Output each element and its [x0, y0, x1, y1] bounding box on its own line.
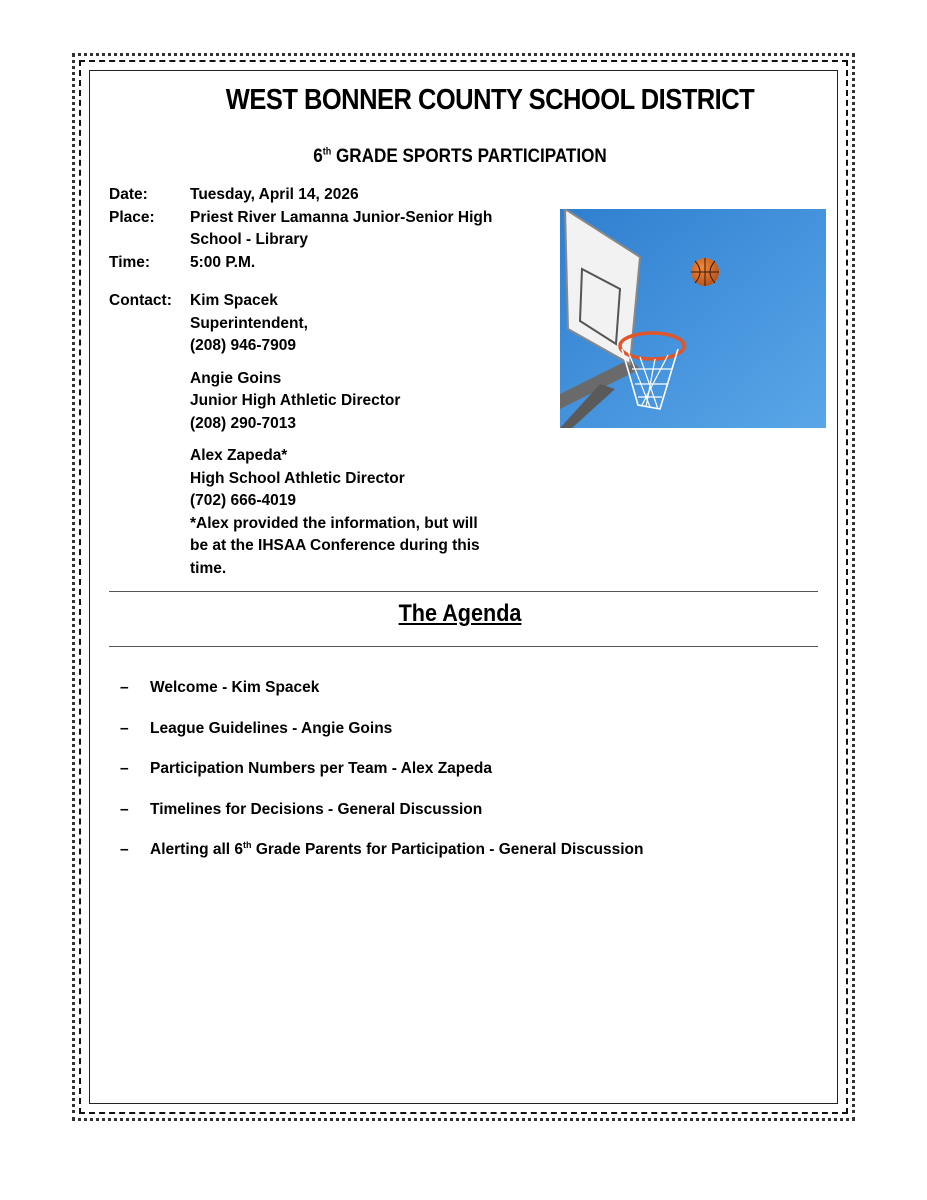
agenda-item-text	[150, 841, 643, 859]
district-title: WEST BONNER COUNTY SCHOOL DISTRICT	[225, 84, 755, 116]
agenda-item-sup: th	[243, 839, 252, 850]
time-value: 5:00 P.M.	[190, 253, 256, 271]
contact-role: High School Athletic Director	[190, 469, 405, 487]
contact-block	[190, 445, 509, 580]
agenda-item-text: League Guidelines - Angie Goins	[150, 719, 393, 737]
place-row	[109, 207, 509, 252]
place-label: Place:	[109, 208, 155, 226]
agenda-item-pre: Alerting all 6	[150, 841, 244, 858]
event-details	[109, 184, 509, 580]
divider-top	[109, 591, 818, 592]
subtitle-grade: 6	[313, 146, 323, 167]
contact-phone: (208) 290-7013	[190, 414, 296, 432]
contact-list	[190, 290, 509, 580]
place-line: School - Library	[190, 231, 308, 248]
date-value: Tuesday, April 14, 2026	[190, 186, 359, 203]
contact-block	[190, 290, 509, 358]
agenda-item-post: Grade Parents for Participation - General Discussion	[251, 841, 644, 858]
dash-bullet: –	[120, 679, 129, 696]
dash-bullet: –	[120, 719, 129, 737]
basketball-hoop-photo	[560, 209, 826, 428]
contact-row	[109, 290, 509, 580]
contact-role: Superintendent,	[190, 314, 308, 332]
dash-bullet: –	[120, 841, 129, 858]
contact-name: Kim Spacek	[190, 292, 278, 309]
contact-name: Alex Zapeda*	[190, 447, 288, 464]
time-label: Time:	[109, 253, 151, 271]
agenda-list	[120, 679, 800, 882]
subtitle-text: GRADE SPORTS PARTICIPATION	[331, 146, 607, 167]
agenda-item-text: Welcome - Kim Spacek	[150, 679, 320, 696]
subtitle-sup: th	[322, 146, 332, 158]
contact-note: time.	[190, 559, 227, 577]
contact-name: Angie Goins	[190, 369, 282, 387]
divider-bottom	[109, 646, 818, 647]
dash-bullet: –	[120, 760, 129, 777]
agenda-item	[120, 720, 800, 761]
contact-block	[190, 368, 509, 436]
basketball-hoop-illustration	[560, 209, 826, 428]
contact-role: Junior High Athletic Director	[190, 392, 401, 409]
time-row	[109, 252, 509, 275]
agenda-item	[120, 760, 800, 801]
event-subtitle	[136, 146, 784, 168]
place-line: Priest River Lamanna Junior-Senior High	[190, 208, 493, 226]
agenda-item-text: Timelines for Decisions - General Discussion	[150, 800, 483, 818]
agenda-item	[120, 679, 800, 720]
dash-bullet: –	[120, 800, 129, 818]
agenda-item	[120, 801, 800, 842]
contact-note: be at the IHSAA Conference during this	[190, 537, 480, 554]
agenda-item-text: Participation Numbers per Team - Alex Zapeda	[150, 760, 492, 777]
contact-phone: (208) 946-7909	[190, 337, 296, 354]
agenda-title: The Agenda	[398, 600, 522, 627]
date-label: Date:	[109, 186, 148, 203]
place-value	[190, 207, 509, 252]
agenda-item	[120, 841, 800, 882]
date-row	[109, 184, 509, 207]
contact-phone: (702) 666-4019	[190, 492, 296, 509]
contact-label: Contact:	[109, 292, 172, 309]
contact-note: *Alex provided the information, but will	[190, 514, 478, 532]
